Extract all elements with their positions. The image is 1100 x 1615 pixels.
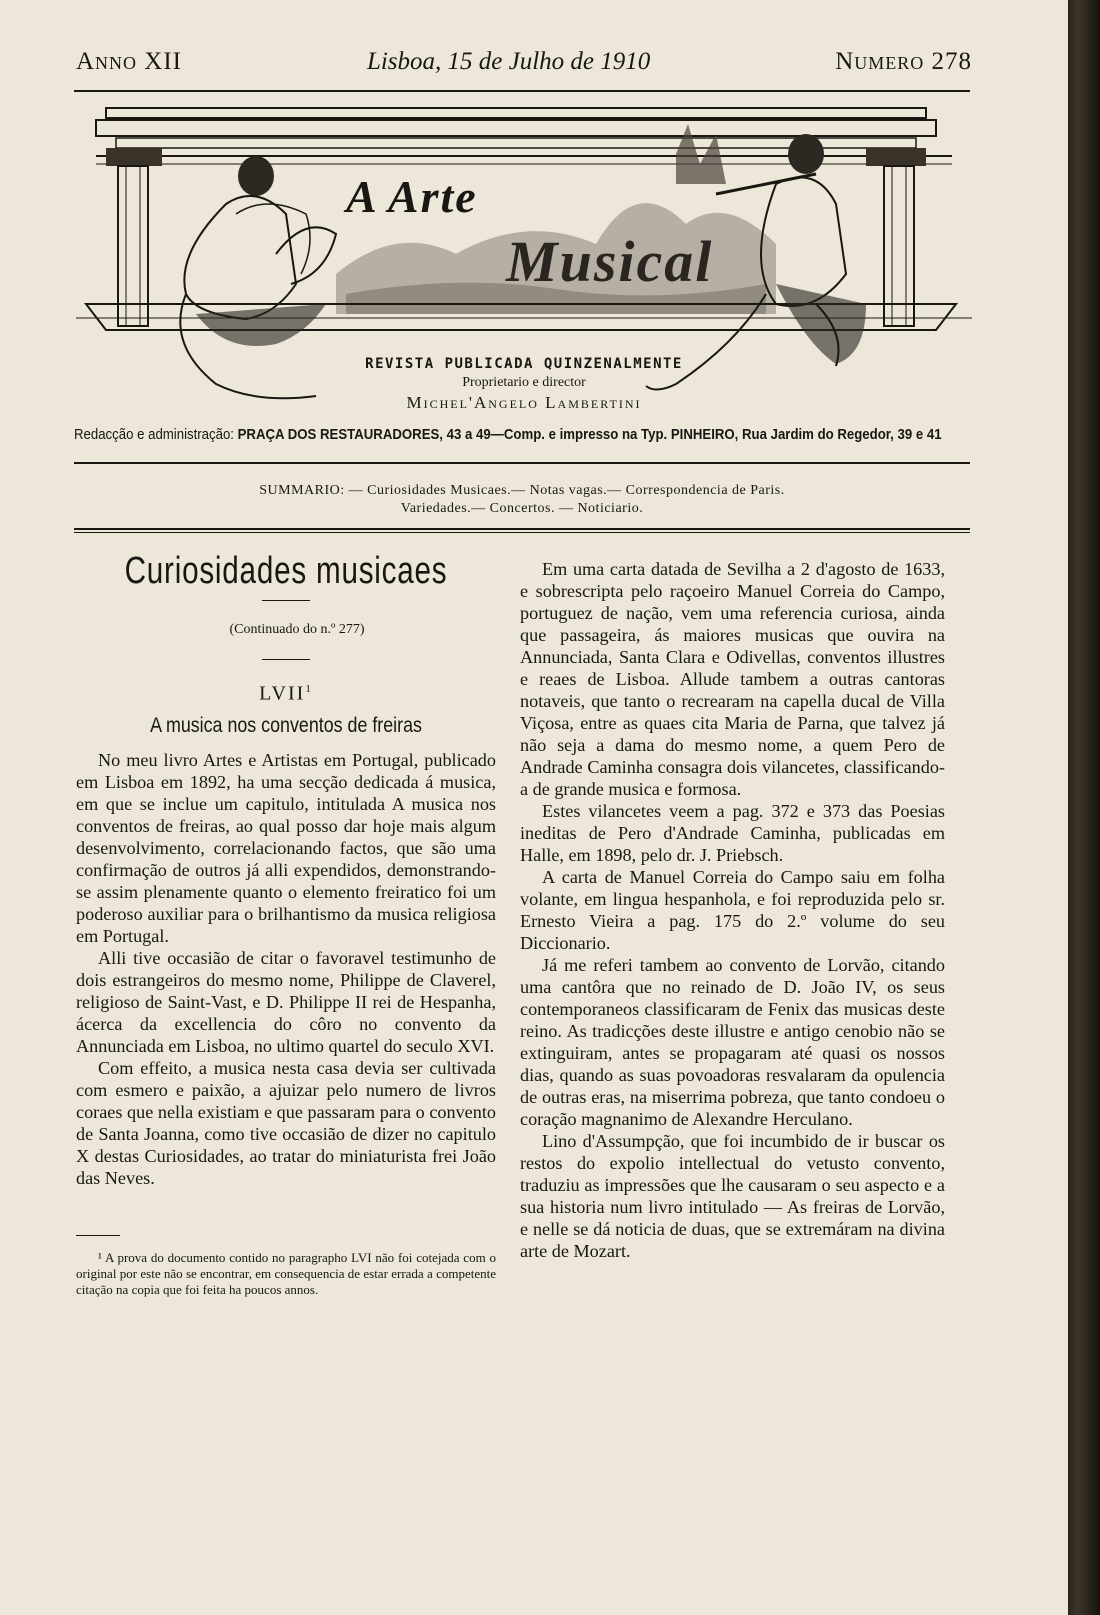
masthead-title: A Arte <box>346 171 478 222</box>
right-paragraph: A carta de Manuel Correia do Campo saiu em folha volante, em lingua hespanhola, e foi reproduzida pelo sr. Ernesto Vieira a pag. 175 do 2.º volume do seu Diccionario. <box>520 867 945 953</box>
issue-number: Numero 278 <box>835 48 972 75</box>
footnote: ¹ A prova do documento contido no paragrapho LVI não foi cotejada com o original por este não se encontrar, em consequencia de estar errada a competente citação na copia que foi feita ha poucos annos. <box>76 1249 496 1297</box>
summario-rule <box>74 528 970 530</box>
redaccao-address: PRAÇA DOS RESTAURADORES, 43 a 49—Comp. e impresso na Typ. PINHEIRO, Rua Jardim do Regedor, 39 e 41 <box>237 426 942 443</box>
redaccao-rule <box>74 462 970 464</box>
summario-rule-thin <box>74 532 970 533</box>
summario-line1: SUMMARIO: — Curiosidades Musicaes.— Notas vagas.— Correspondencia de Paris. <box>259 483 785 498</box>
masthead-director: Michel'Angelo Lambertini <box>406 393 642 412</box>
place-date: Lisboa, 15 de Julho de 1910 <box>366 48 651 75</box>
book-spine <box>1068 0 1100 1615</box>
left-paragraph: No meu livro Artes e Artistas em Portugal, publicado em Lisboa em 1892, ha uma secção dedicada á musica, em que se inclue um capitulo, intitulada A musica nos conventos de freiras, ao qual posso dar hoje mais algum desenvolvimento, correlacionando factos, que são uma confirmação de outros já alli expendidos, demonstrando-se assim plenamente quanto o elemento freiratico foi um poderoso auxiliar para o brilhantismo da musica religiosa em Portugal. <box>76 749 496 946</box>
right-paragraph: Em uma carta datada de Sevilha a 2 d'agosto de 1633, e sobrescripta pelo raçoeiro Manuel Correia do Campo, portuguez de nação, vem uma referencia curiosa, ainda que passageira, ás maiores musicas que ouvira na Annunciada, Santa Clara e Odivellas, conventos illustres e reaes de Lisboa. Allude tambem a outras cantoras notaveis, que tanto o recrearam na capella ducal de Villa Viçosa, entre as quaes cita Maria de Parna, que talvez já não seja a dama do mesmo nome, a quem Pero de Andrade Caminha consagra dois vilancetes, classificando-a de grande musica e formosa. <box>520 559 945 799</box>
masthead-proprietario: Proprietario e director <box>462 375 586 390</box>
redaccao-label: Redacção e administração: <box>74 426 234 443</box>
summario-line2: Variedades.— Concertos. — Noticiario. <box>400 501 644 516</box>
right-column <box>520 558 945 1262</box>
left-column <box>76 550 496 1298</box>
summario <box>74 482 970 518</box>
section-numeral: LVII <box>259 682 306 705</box>
masthead-subtitle: Musical <box>506 229 714 294</box>
issue-year: Anno XII <box>76 48 183 75</box>
header-line <box>76 48 972 76</box>
left-paragraph: Alli tive occasião de citar o favoravel testimunho de dois estrangeiros do mesmo nome, Philippe de Claverel, religioso de Saint-Vast, e D. Philippe II rei de Hespanha, ácerca da excellencia do côro no convento da Annunciada em Lisboa, no ultimo quartel do seculo XVI. <box>76 947 496 1056</box>
section-number <box>76 678 496 705</box>
continuation-rule <box>262 659 310 660</box>
right-paragraph: Estes vilancetes veem a pag. 372 e 373 das Poesias ineditas de Pero d'Andrade Caminha, publicadas em Halle, em 1898, pelo dr. J. Priebsch. <box>520 801 945 865</box>
footnote-rule <box>76 1235 120 1236</box>
right-paragraph: Lino d'Assumpção, que foi incumbido de ir buscar os restos do expolio intellectual do vetusto convento, traduziu as impressões que lhe causaram o seu aspecto e a sua historia num livro intitulado — As freiras de Lorvão, e nelle se dá noticia de duas, que se extremáram na divina arte de Mozart. <box>520 1131 945 1261</box>
continuation-note: (Continuado do n.º 277) <box>229 622 365 637</box>
masthead <box>76 104 972 424</box>
redaccao-line <box>74 426 942 443</box>
section-title: A musica nos conventos de freiras <box>150 713 422 737</box>
masthead-revista: REVISTA PUBLICADA QUINZENALMENTE <box>365 356 683 372</box>
header-rule <box>74 90 970 92</box>
left-paragraph: Com effeito, a musica nesta casa devia ser cultivada com esmero e paixão, a ajuizar pelo numero de livros coraes que nella existiam e que passaram para o convento de Santa Joanna, como tive occasião de dizer no capitulo X destas Curiosidades, ao tratar do miniaturista frei João das Neves. <box>76 1057 496 1188</box>
title-rule <box>262 600 310 601</box>
right-paragraph: Já me referi tambem ao convento de Lorvão, citando uma cantôra que no reinado de D. João IV, os seus contemporaneos classificaram de Fenix das musicas deste reino. As tradicções deste illustre e antigo cenobio não se extinguiram, antes se propagaram até quasi os nossos dias, quando as suas povoadoras resvalaram da opulencia de outras eras, na miserrima pobreza, que tanto condoeu o coração magnanimo de Alexandre Herculano. <box>520 955 945 1129</box>
article-title: Curiosidades musicaes <box>124 550 448 592</box>
footnote-ref: 1 <box>305 683 313 695</box>
